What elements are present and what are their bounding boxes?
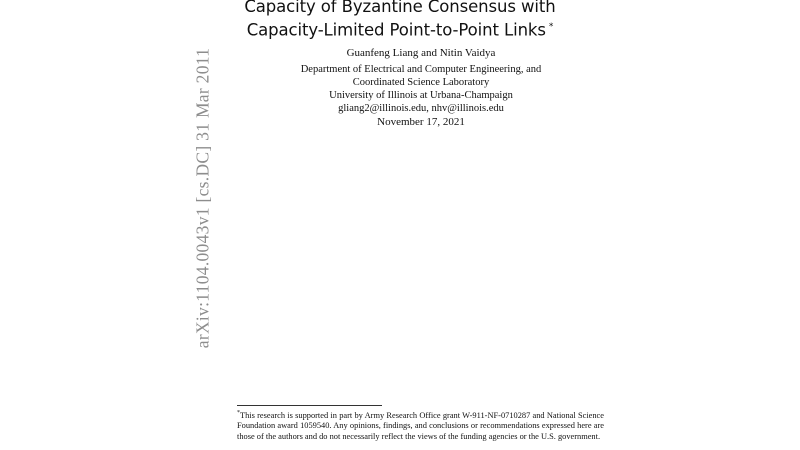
author-names: Guanfeng Liang and Nitin Vaidya: [346, 47, 496, 59]
title-line-1: Capacity of Byzantine Consensus with: [244, 0, 556, 16]
footnote-text: This research is supported in part by Army Research Office grant W-911-NF-0710287 and National Science Foundation award 1059540. Any opinions, findings, and conclusions or recommendations expressed here are those of the authors and do not necessarily reflect the views of the funding agencies or the U.S. government.: [237, 410, 604, 441]
author-block: [0, 47, 800, 115]
affiliation-line: Coordinated Science Laboratory: [352, 77, 490, 88]
footnote-rule: [237, 405, 382, 406]
author-emails: gliang2@illinois.edu, nhv@illinois.edu: [338, 103, 504, 114]
affiliation-line: University of Illinois at Urbana-Champaign: [329, 90, 513, 101]
paper-date: November 17, 2021: [377, 116, 465, 128]
title-footnote-mark: *: [548, 22, 554, 32]
title-line-2: [0, 17, 800, 41]
arxiv-identifier-stamp: arXiv:1104.0043v1 [cs.DC] 31 Mar 2011: [192, 47, 213, 349]
affiliation-line: Department of Electrical and Computer Engineering, and: [300, 64, 542, 75]
title-line-2-text: Capacity-Limited Point-to-Point Links: [246, 20, 546, 40]
paper-title: [0, 0, 800, 41]
footnote: [237, 408, 604, 442]
footnote-mark: *: [237, 410, 240, 416]
